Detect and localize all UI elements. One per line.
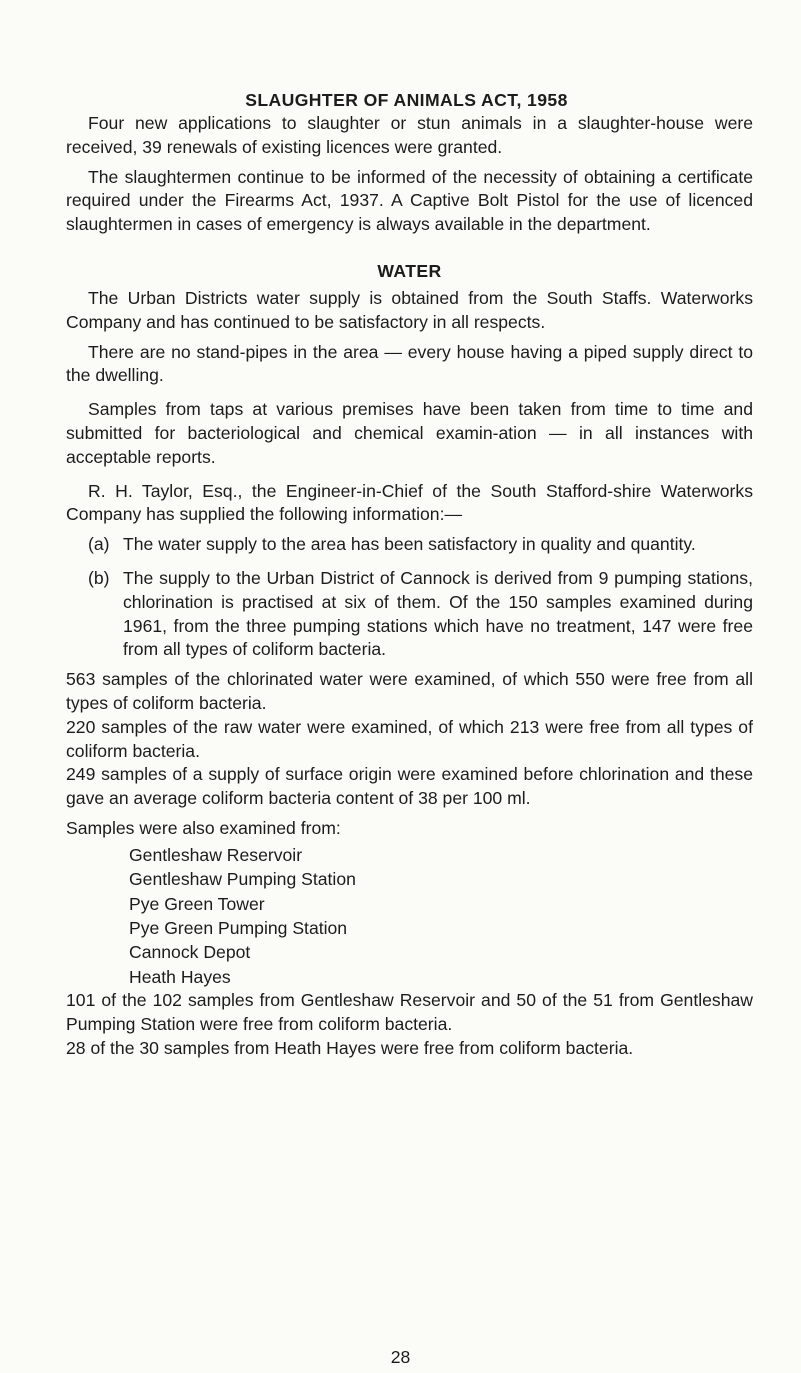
slaughter-paragraph-2: The slaughtermen continue to be informed of the necessity of obtaining a certificate required under the Firearms Act, 1937. A Captive Bolt Pistol for the use of licenced slaughtermen in cases of emergency is always available in the department. <box>66 166 753 235</box>
water-paragraph-3: Samples from taps at various premises have been taken from time to time and submitted for bacteriological and chemical examin-ation — in all instances with acceptable reports. <box>66 399 753 467</box>
list-item: Gentleshaw Pumping Station <box>129 869 356 890</box>
list-item <box>66 533 753 557</box>
page-number: 28 <box>390 1347 411 1367</box>
list-item-label: (a) <box>88 534 110 555</box>
list-item-text: The water supply to the area has been satisfactory in quality and quantity. <box>123 534 696 555</box>
surface-supply-samples-paragraph: 249 samples of a supply of surface origin were examined before chlorination and these gave an average coliform bacteria content of 38 per 100 ml. <box>66 764 753 809</box>
water-paragraph-2: There are no stand-pipes in the area — every house having a piped supply direct to the dwelling. <box>66 341 753 386</box>
water-paragraph-1: The Urban Districts water supply is obtained from the South Staffs. Waterworks Company and has continued to be satisfactory in all respects. <box>66 287 753 332</box>
slaughter-heading: SLAUGHTER OF ANIMALS ACT, 1958 <box>245 90 568 110</box>
list-item-label: (b) <box>88 567 110 588</box>
water-heading: WATER <box>377 260 442 281</box>
list-item: Heath Hayes <box>129 966 231 987</box>
raw-water-samples-paragraph: 220 samples of the raw water were examined, of which 213 were free from all types of coliform bacteria. <box>66 716 753 761</box>
sample-locations-list <box>129 843 753 989</box>
list-item <box>66 567 753 662</box>
samples-intro: Samples were also examined from: <box>66 817 341 838</box>
list-item: Cannock Depot <box>129 942 251 963</box>
heath-hayes-results-paragraph: 28 of the 30 samples from Heath Hayes were free from coliform bacteria. <box>66 1037 634 1058</box>
list-item-text: The supply to the Urban District of Cannock is derived from 9 pumping stations, chlorination is practised at six of them. Of the 150 samples examined during 1961, from the three pumping stations which have no treatment, 147 were free from all types of coliform bacteria. <box>123 567 753 660</box>
slaughter-paragraph-1: Four new applications to slaughter or stun animals in a slaughter-house were received, 39 renewals of existing licences were granted. <box>66 113 753 157</box>
list-item: Gentleshaw Reservoir <box>129 844 303 865</box>
chlorinated-samples-paragraph: 563 samples of the chlorinated water were examined, of which 550 were free from all types of coliform bacteria. <box>66 669 753 713</box>
list-item: Pye Green Tower <box>129 893 265 914</box>
water-paragraph-4: R. H. Taylor, Esq., the Engineer-in-Chief of the South Stafford-shire Waterworks Company has supplied the following information:— <box>66 480 753 525</box>
gentleshaw-results-paragraph: 101 of the 102 samples from Gentleshaw Reservoir and 50 of the 51 from Gentleshaw Pumping Station were free from coliform bacteria. <box>66 990 753 1034</box>
list-item: Pye Green Pumping Station <box>129 917 348 938</box>
